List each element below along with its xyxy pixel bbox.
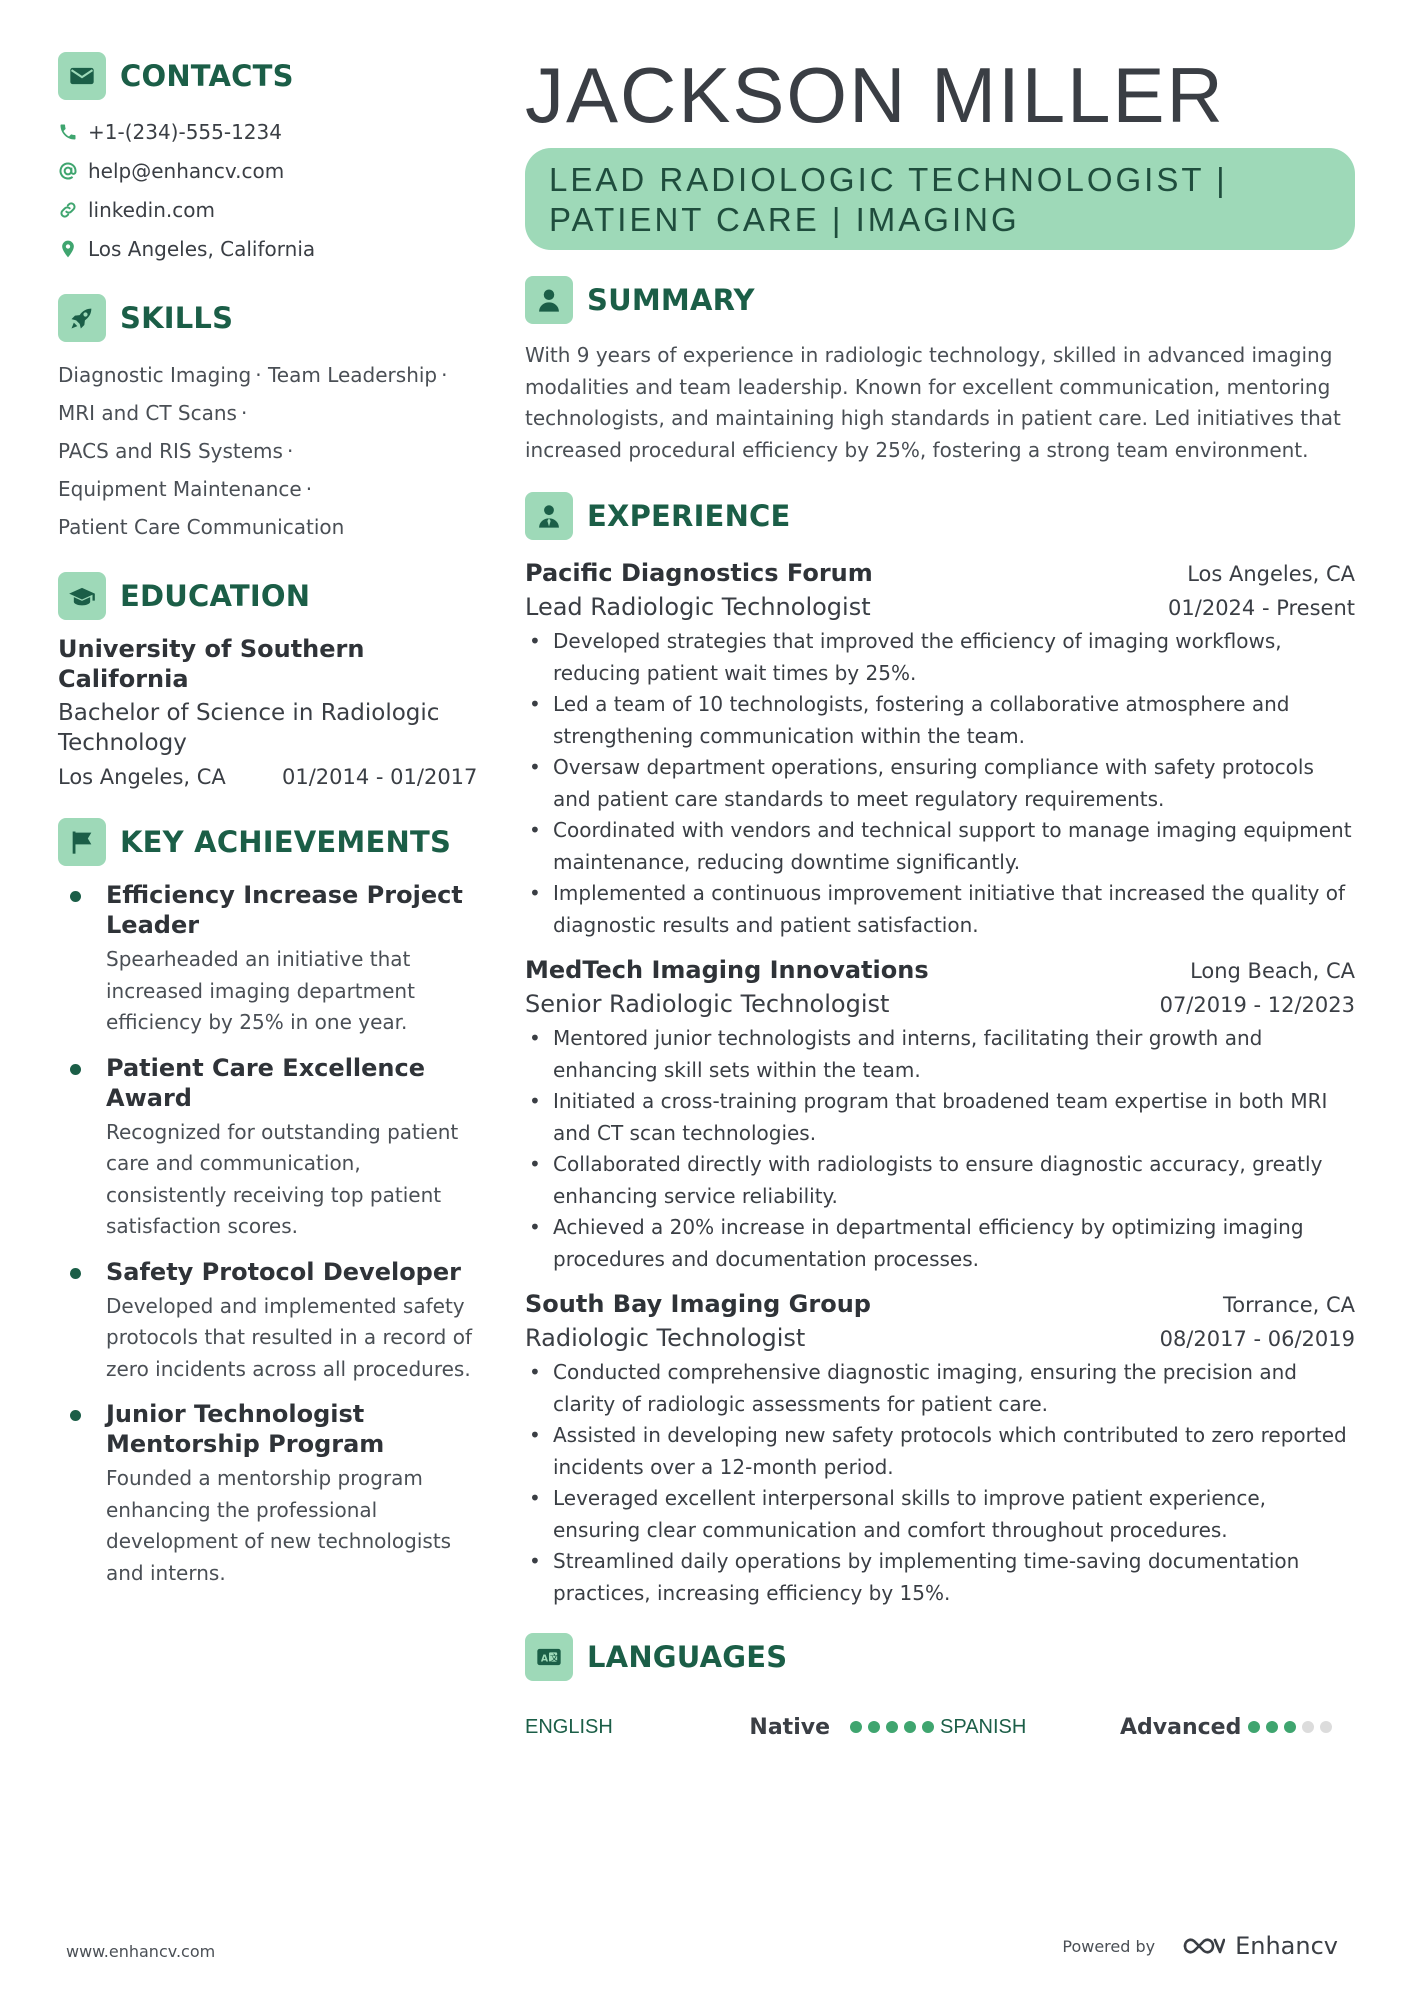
envelope-icon: [58, 52, 106, 100]
achievement-desc: Recognized for outstanding patient care and communication, consistently receiving top patient satisfaction scores.: [106, 1119, 459, 1238]
job-bullet: • Achieved a 20% increase in departmental efficiency by optimizing imaging procedures and documentation processes.: [525, 1212, 1355, 1275]
achievements-title: KEY ACHIEVEMENTS: [120, 825, 452, 859]
education-section: [58, 572, 478, 792]
user-icon: [525, 276, 573, 324]
flag-icon: [58, 818, 106, 866]
achievements-section: [58, 818, 478, 1589]
job-location: Torrance, CA: [1222, 1293, 1355, 1317]
at-sign-icon: [58, 161, 88, 181]
bullet-dot-icon: [70, 891, 81, 902]
achievement-item: [58, 1053, 478, 1243]
dot-filled: [904, 1721, 916, 1733]
dot-empty: [1302, 1721, 1314, 1733]
job-bullet: • Led a team of 10 technologists, fostering a collaborative atmosphere and strengthening communication within the team.: [525, 689, 1355, 752]
dot-filled: [868, 1721, 880, 1733]
achievement-desc: Developed and implemented safety protocols that resulted in a record of zero incidents across all procedures.: [106, 1293, 472, 1381]
link-icon: [58, 200, 88, 220]
language-item: [940, 1715, 1355, 1740]
dot-filled: [850, 1721, 862, 1733]
contact-phone: [58, 112, 478, 151]
translate-icon: [525, 1633, 573, 1681]
dot-empty: [1320, 1721, 1332, 1733]
brand-logo[interactable]: [1181, 1932, 1338, 1960]
location-text: Los Angeles, California: [88, 236, 316, 261]
language-level: Native: [749, 1714, 830, 1740]
summary-header: [525, 276, 1355, 324]
language-name: ENGLISH: [525, 1715, 613, 1738]
dot-filled: [1284, 1721, 1296, 1733]
summary-title: SUMMARY: [587, 283, 755, 317]
powered-by-text: Powered by: [1062, 1936, 1156, 1956]
school-name: University of Southern California: [58, 635, 365, 693]
experience-title: EXPERIENCE: [587, 499, 791, 533]
summary-section: [525, 276, 1355, 466]
dot-filled: [886, 1721, 898, 1733]
brand-name: Enhancv: [1235, 1932, 1338, 1960]
graduation-cap-icon: [58, 572, 106, 620]
job-entry: [525, 953, 1355, 1275]
job-company: Pacific Diagnostics Forum: [525, 559, 873, 587]
skills-title: SKILLS: [120, 301, 234, 335]
experience-header: [525, 492, 1355, 540]
svg-text:A: A: [540, 1653, 549, 1665]
job-role: Senior Radiologic Technologist: [525, 990, 890, 1018]
languages-title: LANGUAGES: [587, 1640, 788, 1674]
language-level: Advanced: [1120, 1714, 1242, 1740]
linkedin-text[interactable]: linkedin.com: [88, 197, 215, 222]
job-role: Radiologic Technologist: [525, 1324, 806, 1352]
languages-section: [525, 1633, 1355, 1747]
achievements-header: [58, 818, 478, 866]
dot-filled: [1266, 1721, 1278, 1733]
job-entry: [525, 1287, 1355, 1609]
job-dates: 01/2024 - Present: [1168, 596, 1355, 620]
education-header: [58, 572, 478, 620]
languages-header: [525, 1633, 1355, 1681]
job-bullet: • Leveraged excellent interpersonal skills to improve patient experience, ensuring clear communication and comfort throughout procedures.: [525, 1483, 1355, 1546]
enhancv-logo-icon: [1181, 1933, 1225, 1959]
achievement-item: [58, 1399, 478, 1589]
job-bullet: • Oversaw department operations, ensuring compliance with safety protocols and patient care standards to meet regulatory requirements.: [525, 752, 1355, 815]
contact-email: [58, 151, 478, 190]
contact-linkedin: [58, 190, 478, 229]
job-bullet: • Assisted in developing new safety protocols which contributed to zero reported incidents over a 12-month period.: [525, 1420, 1355, 1483]
achievement-item: [58, 1257, 478, 1386]
achievement-title: Efficiency Increase Project Leader: [106, 881, 463, 939]
job-dates: 08/2017 - 06/2019: [1159, 1327, 1355, 1351]
achievement-title: Safety Protocol Developer: [106, 1257, 461, 1286]
skills-list: Diagnostic Imaging · Team Leadership · MRI and CT Scans · PACS and RIS Systems · Equipment Maintenance · Patient Care Communication: [58, 363, 448, 539]
achievement-item: [58, 880, 478, 1039]
contact-location: [58, 229, 478, 268]
job-bullet: • Conducted comprehensive diagnostic imaging, ensuring the precision and clarity of radiologic assessments for patient care.: [525, 1357, 1355, 1420]
education-title: EDUCATION: [120, 579, 311, 613]
skills-section: [58, 294, 478, 546]
achievement-title: Junior Technologist Mentorship Program: [106, 1400, 385, 1458]
footer-website[interactable]: www.enhancv.com: [66, 1942, 216, 1961]
job-location: Los Angeles, CA: [1187, 562, 1355, 586]
skill-item: Team Leadership: [267, 363, 438, 387]
contacts-section: [58, 52, 478, 268]
proficiency-dots: [1248, 1721, 1338, 1733]
job-title-banner: [525, 148, 1355, 250]
svg-text:文: 文: [550, 1652, 559, 1663]
job-location: Long Beach, CA: [1190, 959, 1355, 983]
phone-icon: [58, 122, 88, 142]
achievement-desc: Founded a mentorship program enhancing the professional development of new technologists and interns.: [106, 1466, 452, 1585]
rocket-icon: [58, 294, 106, 342]
language-item: [525, 1715, 940, 1740]
contacts-header: [58, 52, 478, 100]
map-pin-icon: [58, 239, 88, 259]
skill-item: Diagnostic Imaging: [58, 363, 252, 387]
job-bullet: • Streamlined daily operations by implementing time-saving documentation practices, increasing efficiency by 15%.: [525, 1546, 1355, 1609]
achievement-title: Patient Care Excellence Award: [106, 1053, 426, 1112]
briefcase-user-icon: [525, 492, 573, 540]
job-company: South Bay Imaging Group: [525, 1290, 871, 1318]
job-role: Lead Radiologic Technologist: [525, 593, 871, 621]
candidate-name: JACKSON MILLER: [525, 51, 1225, 139]
right-column: [525, 52, 1355, 1747]
skill-item: PACS and RIS Systems: [58, 439, 283, 463]
skills-header: [58, 294, 478, 342]
job-company: MedTech Imaging Innovations: [525, 956, 929, 984]
skill-item: Equipment Maintenance: [58, 477, 302, 501]
summary-text: With 9 years of experience in radiologic technology, skilled in advanced imaging modalities and team leadership. Known for excellent communication, mentoring technologists, and maintaining high standards in patient care. Led initiatives that increased procedural efficiency by 25%, fostering a strong team environment.: [525, 343, 1341, 462]
job-bullet: • Implemented a continuous improvement initiative that increased the quality of diagnostic results and patient satisfaction.: [525, 878, 1355, 941]
email-text[interactable]: help@enhancv.com: [88, 158, 285, 183]
school-dates: 01/2014 - 01/2017: [282, 765, 478, 789]
dot-filled: [1248, 1721, 1260, 1733]
job-bullet: • Developed strategies that improved the efficiency of imaging workflows, reducing patient wait times by 25%.: [525, 626, 1355, 689]
job-entry: [525, 556, 1355, 941]
phone-text[interactable]: +1-(234)-555-1234: [88, 119, 282, 144]
job-dates: 07/2019 - 12/2023: [1159, 993, 1355, 1017]
bullet-dot-icon: [70, 1268, 81, 1279]
job-title-line: PATIENT CARE | IMAGING: [549, 201, 1020, 238]
skill-item: MRI and CT Scans: [58, 401, 237, 425]
contacts-title: CONTACTS: [120, 59, 294, 93]
job-bullet: • Initiated a cross-training program that broadened team expertise in both MRI and CT scan technologies.: [525, 1086, 1355, 1149]
job-bullet: • Coordinated with vendors and technical support to manage imaging equipment maintenance, reducing downtime significantly.: [525, 815, 1355, 878]
bullet-dot-icon: [70, 1064, 81, 1075]
left-column: [58, 52, 478, 1603]
job-bullet: • Collaborated directly with radiologists to ensure diagnostic accuracy, greatly enhancing service reliability.: [525, 1149, 1355, 1212]
experience-section: [525, 492, 1355, 1609]
proficiency-dots: [850, 1721, 940, 1733]
job-bullet: • Mentored junior technologists and interns, facilitating their growth and enhancing skill sets within the team.: [525, 1023, 1355, 1086]
job-title-line: LEAD RADIOLOGIC TECHNOLOGIST |: [549, 161, 1228, 198]
skill-item: Patient Care Communication: [58, 515, 345, 539]
achievement-desc: Spearheaded an initiative that increased imaging department efficiency by 25% in one year.: [106, 947, 415, 1034]
bullet-dot-icon: [70, 1410, 81, 1421]
school-location: Los Angeles, CA: [58, 765, 226, 789]
language-name: SPANISH: [940, 1715, 1027, 1738]
footer-branding: [1062, 1932, 1338, 1960]
dot-filled: [922, 1721, 934, 1733]
degree-name: Bachelor of Science in Radiologic Technology: [58, 700, 440, 756]
